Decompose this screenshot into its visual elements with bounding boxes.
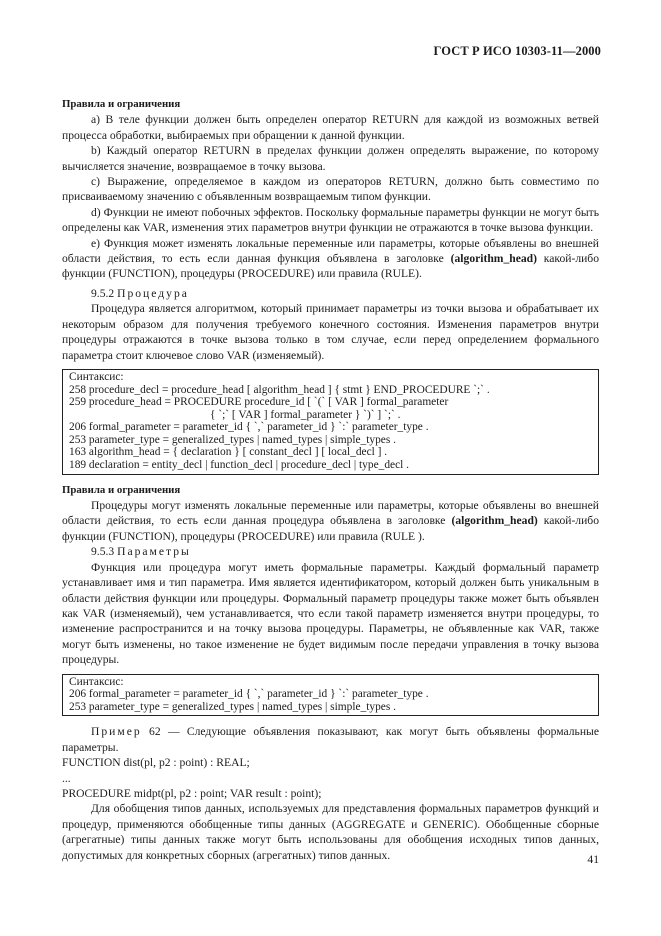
page-content: [62, 97, 599, 863]
code-line: ...: [62, 771, 71, 785]
rule-item-e-bold: (algorithm_head): [450, 252, 537, 266]
syntax-line: 258 procedure_decl = procedure_head [ algorithm_head ] { stmt } END_PROCEDURE `;` .: [69, 383, 490, 396]
rule-item-d: d) Функции не имеют побочных эффектов. Поскольку формальные параметры функции не могут быть определены как VAR, изменения этих параметров внутри функции не отражаются в точке вызова функции.: [62, 205, 599, 235]
section-953-text: Функция или процедура могут иметь формальные параметры. Каждый формальный параметр устанавливает имя и тип параметра. Имя является идентификатором, который должен быть уникальным в области действия функции или процедуры. Формальный параметр процедуры также может быть объявлен как VAR (изменяемый), чем устанавливается, что если такой параметр изменяется внутри процедуры, то изменение распространится и на точку вызова процедуры. Параметры, не объявленные как VAR, также могут быть изменены, но такое изменение не будет видимым после передачи управления в точку вызова процедуры.: [62, 560, 599, 667]
section-953-title: Параметры: [117, 545, 191, 559]
example-code: [62, 755, 599, 801]
document-code-header: ГОСТ Р ИСО 10303-11—2000: [433, 44, 601, 58]
rules-2-text-start: Процедуры могут изменять локальные переменные или параметры, которые объявлены во внешней области действия, то есть если данная процедура объявлена в заголовке: [62, 499, 599, 528]
syntax-line: 189 declaration = entity_decl | function_decl | procedure_decl | type_decl .: [69, 459, 409, 472]
rule-item-b: b) Каждый оператор RETURN в пределах функции должен определять выражение, по которому вычисляется значение, возвращаемое в точку вызова.: [62, 144, 599, 173]
rules-2-text-end: какой-либо функции (FUNCTION), процедуры (PROCEDURE) или правила (RULE ).: [62, 514, 599, 543]
example-text: — Следующие объявления показывают, как могут быть объявлены формальные параметры.: [62, 725, 599, 754]
section-952-heading: [62, 286, 599, 301]
syntax-line: 206 formal_parameter = parameter_id { `,` parameter_id } `:` parameter_type .: [69, 688, 429, 701]
syntax-line: 163 algorithm_head = { declaration } [ constant_decl ] [ local_decl ] .: [69, 446, 388, 459]
syntax-line: 253 parameter_type = generalized_types | named_types | simple_types .: [69, 433, 396, 446]
code-line: PROCEDURE midpt(pl, p2 : point; VAR result : point);: [62, 786, 322, 800]
syntax-line-continuation: { `;` [ VAR ] formal_parameter } `)` ] `;` .: [210, 408, 401, 421]
code-line: FUNCTION dist(pl, p2 : point) : REAL;: [62, 756, 250, 770]
rules-2-text: [62, 498, 599, 544]
rules-heading-2: Правила и ограничения: [62, 483, 181, 496]
rule-item-e-text: e) Функция может изменять локальные переменные или параметры, которые объявлены во внешней области действия, то есть если данная функция объявлена в заголовке: [62, 236, 599, 266]
syntax-label: Синтаксис:: [69, 675, 124, 688]
syntax-label: Синтаксис:: [69, 370, 124, 383]
example-label: Пример: [91, 725, 142, 739]
rule-item-a: a) В теле функции должен быть определен оператор RETURN для каждой из возможных ветвей процесса обработки, выбираемых при обращении к данной функции.: [62, 113, 599, 142]
rules-heading-1: Правила и ограничения: [62, 98, 181, 110]
syntax-line: 253 parameter_type = generalized_types | named_types | simple_types .: [69, 700, 396, 713]
closing-paragraph: Для обобщения типов данных, используемых для представления формальных параметров функций и процедур, применяются обобщенные типы данных (AGGREGATE и GENERIC). Обобщенные сборные (агрегатные) типы данных также могут быть использованы для обобщения исходных типов данных, допустимых для конкретных сборных (агрегатных) типов данных.: [62, 802, 599, 862]
page-number: 41: [587, 853, 599, 866]
syntax-line: 206 formal_parameter = parameter_id { `,` parameter_id } `:` parameter_type .: [69, 421, 429, 434]
rules-2-bold: (algorithm_head): [451, 514, 538, 528]
section-952-number: 9.5.2: [91, 286, 115, 300]
section-952-text: Процедура является алгоритмом, который принимает параметры из точки вызова и обрабатывает их некоторым образом для получения требуемого конечного состояния. Изменения параметров внутри процедуры отражаются в точке вызова только в том случае, если перед определением формального параметра стоит ключевое слово VAR (изменяемый).: [62, 302, 599, 362]
rule-item-e-tail: какой-либо функции (FUNCTION), процедуры (PROCEDURE) или правила (RULE).: [62, 252, 600, 281]
section-952-title: Процедура: [117, 286, 189, 300]
example-number: 62: [149, 725, 161, 739]
rule-item-e: [62, 236, 599, 282]
syntax-line: 259 procedure_head = PROCEDURE procedure_id [ `(` [ VAR ] formal_parameter: [69, 396, 449, 409]
section-953-number: 9.5.3: [91, 545, 115, 559]
rule-item-c: c) Выражение, определяемое в каждом из операторов RETURN, должно быть совместимо по присваиваемому значению с объявленным возвращаемым типом функции.: [62, 175, 599, 204]
syntax-box-2: [62, 674, 599, 717]
example-paragraph: [62, 724, 599, 755]
syntax-box-1: [62, 369, 599, 475]
section-953-heading: [62, 544, 599, 559]
